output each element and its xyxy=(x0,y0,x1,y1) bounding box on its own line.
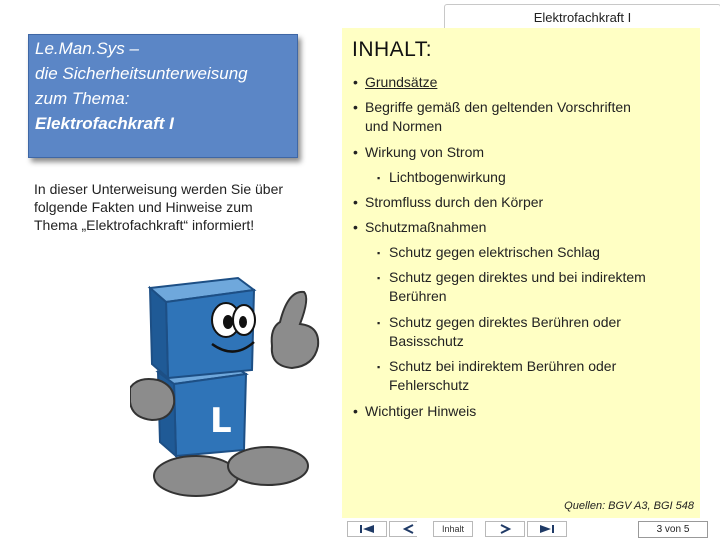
page-indicator: 3 von 5 xyxy=(638,521,708,538)
next-page-button[interactable] xyxy=(485,521,525,537)
item-text: Schutz gegen elektrischen Schlag xyxy=(389,244,600,260)
list-item: • Wirkung von Strom xyxy=(353,144,485,160)
item-text: Wichtiger Hinweis xyxy=(365,403,477,419)
list-item: • Wichtiger Hinweis xyxy=(353,403,477,419)
item-text-cont: Berühren xyxy=(389,288,447,304)
last-page-icon xyxy=(538,524,556,534)
first-page-button[interactable] xyxy=(347,521,387,537)
title-line-3: zum Thema: xyxy=(35,89,130,108)
contents-button[interactable] xyxy=(433,521,473,537)
item-text: Lichtbogenwirkung xyxy=(389,169,506,185)
list-item: ▪ Lichtbogenwirkung xyxy=(377,169,506,185)
list-item: • Schutzmaßnahmen xyxy=(353,219,487,235)
list-item: • Begriffe gemäß den geltenden Vorschriften und Normen xyxy=(353,99,631,134)
item-text: Schutzmaßnahmen xyxy=(365,219,487,235)
item-text: Schutz gegen direktes Berühren oder xyxy=(389,314,621,330)
intro-text: In dieser Unterweisung werden Sie über folgende Fakten und Hinweise zum Thema „Elektrofachkraft“ informiert! xyxy=(34,181,284,233)
last-page-button[interactable] xyxy=(527,521,567,537)
list-item: ▪ Schutz gegen direktes und bei indirektem Berühren xyxy=(377,269,646,304)
slide-title: Elektrofachkraft I xyxy=(533,10,632,25)
contents-label: Inhalt xyxy=(441,524,465,534)
navigation-bar xyxy=(343,521,709,538)
mascot-letter: L xyxy=(210,401,232,441)
item-text: Schutz bei indirektem Berühren oder xyxy=(389,358,617,374)
title-line-4: Elektrofachkraft I xyxy=(35,114,174,133)
previous-page-icon xyxy=(400,524,418,534)
slide-title-tab xyxy=(444,4,720,31)
list-item: • Stromfluss durch den Körper xyxy=(353,194,544,210)
item-text-cont: Fehlerschutz xyxy=(389,377,470,393)
list-item: ▪ Schutz bei indirektem Berühren oder Fehlerschutz xyxy=(377,358,617,393)
list-item: ▪ Schutz gegen direktes Berühren oder Basisschutz xyxy=(377,314,621,349)
item-text: Stromfluss durch den Körper xyxy=(365,194,544,210)
title-box xyxy=(28,34,298,158)
item-text: Wirkung von Strom xyxy=(365,144,485,160)
item-text-cont: und Normen xyxy=(365,118,443,134)
link-grundsaetze[interactable]: Grundsätze xyxy=(365,74,438,90)
list-item[interactable]: • Grundsätze xyxy=(353,74,438,90)
title-line-2: die Sicherheitsunterweisung xyxy=(35,64,248,83)
content-heading: INHALT: xyxy=(352,38,433,61)
item-text: Schutz gegen direktes und bei indirektem xyxy=(389,269,646,285)
next-page-icon xyxy=(496,524,514,534)
title-line-1: Le.Man.Sys – xyxy=(35,39,139,58)
item-text-cont: Basisschutz xyxy=(389,333,464,349)
list-item: ▪ Schutz gegen elektrischen Schlag xyxy=(377,244,600,260)
mascot-illustration xyxy=(130,262,330,512)
item-text: Begriffe gemäß den geltenden Vorschriften xyxy=(365,99,631,115)
sources-note: Quellen: BGV A3, BGI 548 xyxy=(564,500,694,512)
first-page-icon xyxy=(358,524,376,534)
